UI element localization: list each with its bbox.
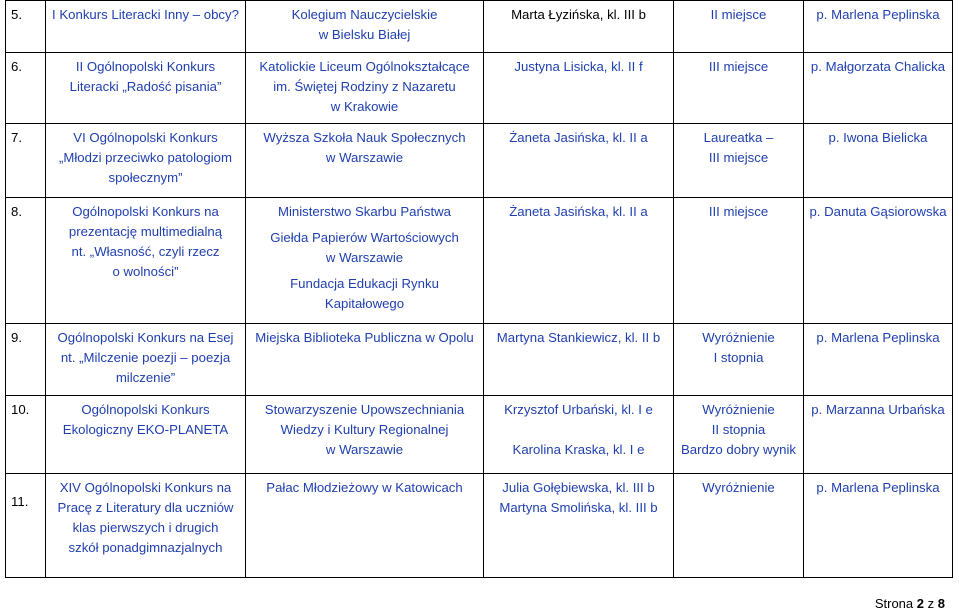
result-cell: Wyróżnienie	[674, 474, 804, 578]
footer-label: Strona	[874, 596, 914, 611]
awards-table	[5, 0, 953, 578]
organizer-cell: Miejska Biblioteka Publiczna w Opolu	[246, 324, 484, 396]
organizer-cell: Kolegium Nauczycielskie w Bielsku Białej	[246, 1, 484, 53]
teacher-cell: p. Małgorzata Chalicka	[804, 53, 953, 124]
teacher-cell: p. Marzanna Urbańska	[804, 396, 953, 474]
result-cell: Wyróżnienie I stopnia	[674, 324, 804, 396]
organizer-cell: Stowarzyszenie Upowszechniania Wiedzy i Kultury Regionalnej w Warszawie	[246, 396, 484, 474]
result-cell: Laureatka – III miejsce	[674, 124, 804, 198]
contest-cell: Ogólnopolski Konkurs Ekologiczny EKO-PLANETA	[46, 396, 246, 474]
organizer-cell: Pałac Młodzieżowy w Katowicach	[246, 474, 484, 578]
teacher-cell: p. Marlena Peplinska	[804, 474, 953, 578]
teacher-cell: p. Marlena Peplinska	[804, 324, 953, 396]
row-number: 8.	[6, 198, 46, 324]
contest-cell: VI Ogólnopolski Konkurs „Młodzi przeciwko patologiom społecznym”	[46, 124, 246, 198]
table-row	[6, 1, 953, 53]
student-cell: Julia Gołębiewska, kl. III b Martyna Smolińska, kl. III b	[484, 474, 674, 578]
row-number: 9.	[6, 324, 46, 396]
organizer-cell: Katolickie Liceum Ogólnokształcące im. Świętej Rodziny z Nazaretu w Krakowie	[246, 53, 484, 124]
table-row	[6, 396, 953, 474]
contest-cell: I Konkurs Literacki Inny – obcy?	[46, 1, 246, 53]
teacher-cell: p. Iwona Bielicka	[804, 124, 953, 198]
student-cell: Martyna Stankiewicz, kl. II b	[484, 324, 674, 396]
contest-cell: Ogólnopolski Konkurs na Esej nt. „Milczenie poezji – poezja milczenie”	[46, 324, 246, 396]
student-cell: Żaneta Jasińska, kl. II a	[484, 124, 674, 198]
teacher-cell: p. Danuta Gąsiorowska	[804, 198, 953, 324]
row-number: 5.	[6, 1, 46, 53]
footer-page: 2	[916, 596, 925, 611]
result-cell: III miejsce	[674, 53, 804, 124]
student-cell: Justyna Lisicka, kl. II f	[484, 53, 674, 124]
contest-cell: II Ogólnopolski Konkurs Literacki „Radość pisania”	[46, 53, 246, 124]
row-number: 10.	[6, 396, 46, 474]
student-cell: Żaneta Jasińska, kl. II a	[484, 198, 674, 324]
result-cell: III miejsce	[674, 198, 804, 324]
table-row	[6, 474, 953, 578]
teacher-cell: p. Marlena Peplinska	[804, 1, 953, 53]
result-cell: Wyróżnienie II stopnia Bardzo dobry wynik	[674, 396, 804, 474]
contest-cell: Ogólnopolski Konkurs na prezentację multimedialną nt. „Własność, czyli rzecz o wolności”	[46, 198, 246, 324]
student-cell: Marta Łyzińska, kl. III b	[484, 1, 674, 53]
contest-cell: XIV Ogólnopolski Konkurs na Pracę z Literatury dla uczniów klas pierwszych i drugich szkół ponadgimnazjalnych	[46, 474, 246, 578]
result-cell: II miejsce	[674, 1, 804, 53]
table-row	[6, 53, 953, 124]
student-cell: Krzysztof Urbański, kl. I e Karolina Kraska, kl. I e	[484, 396, 674, 474]
footer-sep: z	[927, 596, 935, 611]
row-number: 6.	[6, 53, 46, 124]
row-number: 11.	[6, 474, 46, 578]
row-number: 7.	[6, 124, 46, 198]
organizer-cell: Ministerstwo Skarbu Państwa Giełda Papierów Wartościowych w Warszawie Fundacja Edukacji Rynku Kapitałowego	[246, 198, 484, 324]
footer-total: 8	[937, 596, 945, 611]
organizer-cell: Wyższa Szkoła Nauk Społecznych w Warszawie	[246, 124, 484, 198]
table-row	[6, 198, 953, 324]
table-row	[6, 124, 953, 198]
page-footer	[875, 596, 945, 611]
table-row	[6, 324, 953, 396]
